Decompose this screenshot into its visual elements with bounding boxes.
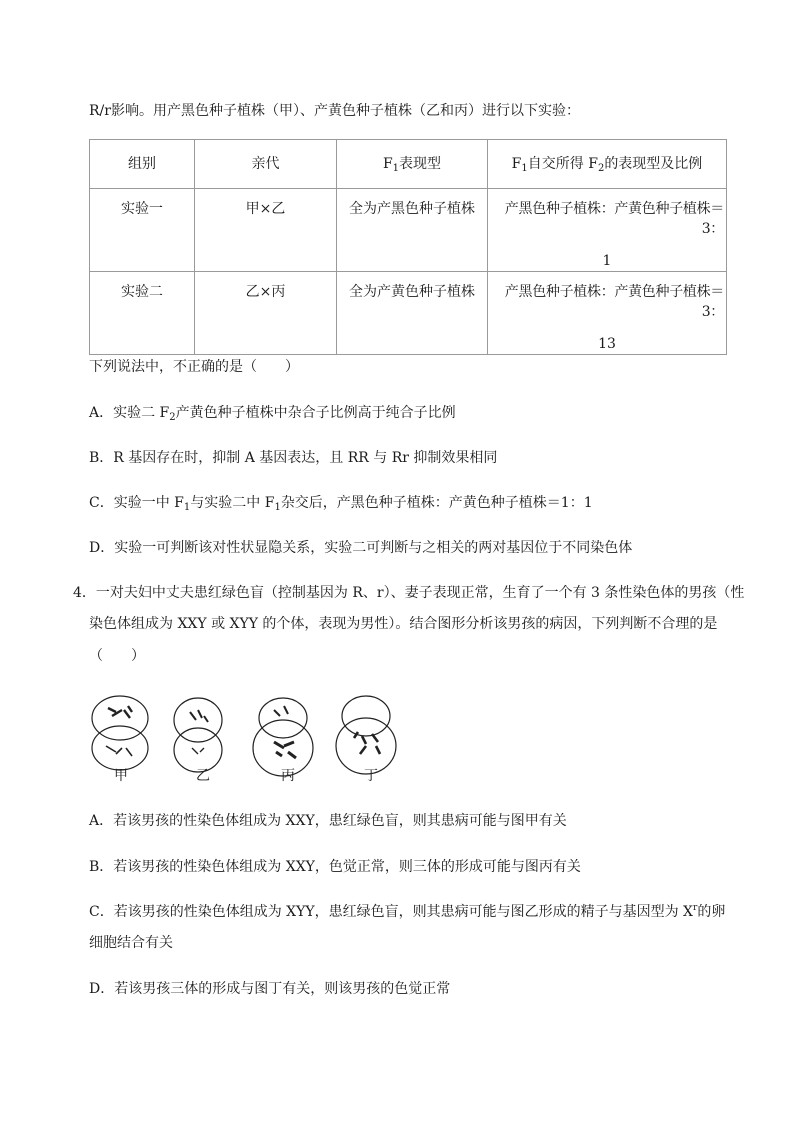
row2-parents: 乙×丙 bbox=[195, 272, 337, 355]
q3-option-a bbox=[89, 403, 456, 423]
q3-c-sub2: 1 bbox=[274, 502, 281, 513]
header-f1 bbox=[337, 140, 488, 189]
header-f2-b-sub: 2 bbox=[597, 163, 605, 174]
q4-option-b: B．若该男孩的性染色体组成为 XXY，色觉正常，则三体的形成可能与图丙有关 bbox=[89, 859, 581, 875]
q3-c-mid: 与实验二中 F bbox=[190, 495, 275, 511]
table-row bbox=[90, 272, 727, 355]
q4-option-a: A．若该男孩的性染色体组成为 XXY，患红绿色盲，则其患病可能与图甲有关 bbox=[89, 813, 567, 829]
cell-jia bbox=[92, 696, 148, 770]
header-parents: 亲代 bbox=[195, 140, 337, 189]
row2-f2 bbox=[488, 272, 727, 355]
q4-option-c-line1 bbox=[89, 902, 725, 922]
header-f1-text: 表现型 bbox=[399, 156, 442, 172]
q3-c-post: 杂交后，产黑色种子植株：产黄色种子植株＝1：1 bbox=[280, 495, 593, 511]
header-f2 bbox=[488, 140, 727, 189]
figure-label-ding: 丁 bbox=[364, 768, 378, 784]
q4-option-d: D．若该男孩三体的形成与图丁有关，则该男孩的色觉正常 bbox=[89, 981, 451, 997]
cell-yi bbox=[174, 698, 222, 772]
q4-stem-line1: 4．一对夫妇中丈夫患红绿色盲（控制基因为 R、r）、妻子表现正常，生育了一个有 3 条性染色体的男孩（性 bbox=[73, 585, 745, 601]
intro-line: R/r影响。用产黑色种子植株（甲）、产黄色种子植株（乙和丙）进行以下实验： bbox=[89, 103, 580, 119]
cell-ding bbox=[336, 696, 396, 774]
row2-group: 实验二 bbox=[90, 272, 195, 355]
header-f1-sub: 1 bbox=[392, 163, 400, 174]
q3-option-b: B．R 基因存在时，抑制 A 基因表达，且 RR 与 Rr 抑制效果相同 bbox=[89, 450, 498, 466]
q3-option-d: D．实验一可判断该对性状显隐关系，实验二可判断与之相关的两对基因位于不同染色体 bbox=[89, 540, 633, 556]
table-row bbox=[90, 189, 727, 272]
header-f2-a: F bbox=[511, 156, 522, 172]
q4-c-sup: r bbox=[693, 903, 698, 913]
figure-label-jia: 甲 bbox=[114, 768, 128, 784]
q3-a-post: 产黄色种子植株中杂合子比例高于纯合子比例 bbox=[175, 405, 456, 421]
q4-option-c-line2: 细胞结合有关 bbox=[89, 935, 173, 951]
q3-a-pre: A．实验二 F bbox=[89, 405, 170, 421]
row1-f1: 全为产黑色种子植株 bbox=[337, 189, 488, 272]
q3-a-sub: 2 bbox=[169, 412, 176, 423]
q4-c-post: 的卵 bbox=[697, 904, 726, 920]
row1-parents: 甲×乙 bbox=[195, 189, 337, 272]
q3-c-sub1: 1 bbox=[183, 502, 191, 513]
row2-f2-line2: 13 bbox=[598, 336, 616, 352]
q3-c-pre: C．实验一中 F bbox=[89, 495, 184, 511]
figure-label-bing: 丙 bbox=[281, 768, 295, 784]
q4-c-pre: C．若该男孩的性染色体组成为 XYY，患红绿色盲，则其患病可能与图乙形成的精子与基因型为 X bbox=[89, 904, 694, 920]
row2-f1: 全为产黄色种子植株 bbox=[337, 272, 488, 355]
q3-stem: 下列说法中，不正确的是（ ） bbox=[89, 359, 299, 375]
row2-f2-line1: 产黑色种子植株：产黄色种子植株＝3： bbox=[504, 284, 724, 320]
row1-group: 实验一 bbox=[90, 189, 195, 272]
q3-option-c bbox=[89, 493, 593, 513]
q4-stem-line2: 染色体组成为 XXY 或 XYY 的个体，表现为男性）。结合图形分析该男孩的病因，下列判断不合理的是 bbox=[89, 616, 718, 632]
experiment-table bbox=[89, 139, 727, 355]
header-f1-f: F bbox=[382, 156, 393, 172]
q4-stem-line3: （ ） bbox=[89, 648, 145, 664]
header-group: 组别 bbox=[90, 140, 195, 189]
row1-f2-line2: 1 bbox=[602, 253, 612, 269]
figure-label-yi: 乙 bbox=[196, 768, 210, 784]
header-f2-b: 自交所得 F bbox=[527, 156, 598, 172]
row1-f2 bbox=[488, 189, 727, 272]
header-f2-c: 的表现型及比例 bbox=[604, 156, 703, 172]
table-header-row bbox=[90, 140, 727, 189]
row1-f2-line1: 产黑色种子植株：产黄色种子植株＝3： bbox=[504, 201, 724, 237]
header-f2-a-sub: 1 bbox=[521, 163, 528, 174]
